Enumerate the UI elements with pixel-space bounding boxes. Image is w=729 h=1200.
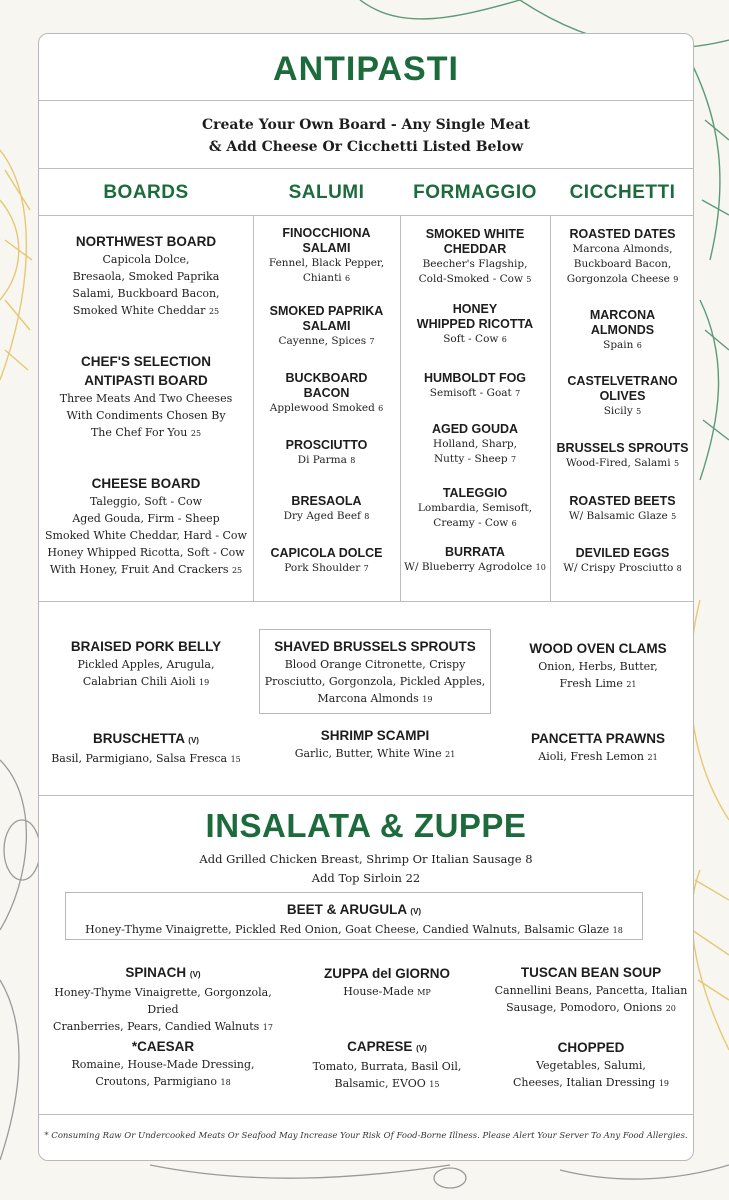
menu-item-plate — [259, 726, 491, 763]
item-name: CHEF'S SELECTION ANTIPASTI BOARD — [81, 354, 211, 388]
item-desc-text: Aioli, Fresh Lemon — [538, 750, 644, 763]
item-desc-text: W/ Blueberry Agrodolce — [404, 561, 533, 573]
item-description — [400, 437, 550, 467]
item-desc-text: W/ Balsamic Glaze — [568, 510, 668, 522]
item-desc-text: Spain — [603, 339, 634, 351]
menu-item-board — [39, 232, 253, 320]
divider — [39, 100, 693, 101]
add-on-line-2 — [39, 869, 693, 888]
divider — [39, 601, 693, 602]
item-description — [259, 745, 491, 763]
item-description — [253, 561, 400, 576]
item-desc-text: Cayenne, Spices — [278, 335, 367, 347]
item-name: BRAISED PORK BELLY — [70, 639, 222, 654]
item-price: 5 — [526, 275, 532, 284]
item-name: SMOKED WHITE CHEDDAR — [425, 227, 525, 256]
item-desc-text: Taleggio, Soft - Cow Aged Gouda, Firm - Sheep Smoked White Cheddar, Hard - Cow Honey Whipped Ricotta, Soft - Cow With Honey, Fruit And Crackers — [45, 495, 247, 576]
item-name: ZUPPA del GIORNO — [323, 966, 450, 981]
menu-item-formaggio — [400, 422, 550, 467]
divider — [39, 215, 693, 216]
item-desc-text: Romaine, House-Made Dressing, Croutons, Parmigiano — [71, 1058, 255, 1088]
item-description — [66, 921, 642, 939]
item-name: CASTELVETRANO OLIVES — [567, 374, 678, 403]
item-name — [39, 729, 253, 750]
item-description — [39, 984, 287, 1036]
item-desc-text: Onion, Herbs, Butter, Fresh Lime — [538, 660, 658, 690]
item-desc-text: Blood Orange Citronette, Crispy Prosciutto, Gorgonzola, Pickled Apples, Marcona Almonds — [264, 658, 486, 705]
item-desc-text: Di Parma — [297, 454, 347, 466]
item-name-text: CAPRESE — [347, 1039, 413, 1054]
item-price: 7 — [515, 389, 521, 398]
item-name: PROSCIUTTO — [285, 438, 368, 452]
item-name — [39, 963, 287, 984]
menu-item-plate — [501, 639, 694, 693]
item-name: CHOPPED — [557, 1040, 625, 1055]
item-description — [39, 750, 253, 768]
divider — [39, 168, 693, 169]
menu-item-salumi — [253, 546, 400, 576]
item-desc-text: Soft - Cow — [443, 333, 499, 345]
item-name: SMOKED PAPRIKA SALAMI — [269, 304, 384, 333]
item-price: 15 — [429, 1080, 440, 1089]
item-price: 6 — [345, 274, 351, 283]
add-on-text: Add Top Sirloin — [311, 871, 402, 885]
add-on-line-1 — [39, 850, 693, 869]
item-description — [287, 983, 487, 1001]
divider — [39, 1114, 693, 1115]
item-name: HUMBOLDT FOG — [423, 371, 527, 385]
item-price: 20 — [665, 1004, 676, 1013]
item-desc-text: Dry Aged Beef — [283, 510, 361, 522]
menu-item-salad — [39, 963, 287, 1036]
item-description — [550, 509, 694, 524]
item-price: 25 — [208, 307, 220, 316]
item-desc-text: Tomato, Burrata, Basil Oil, Balsamic, EVOO — [312, 1060, 462, 1090]
menu-item-plate — [39, 729, 253, 768]
item-description — [253, 453, 400, 468]
menu-item-salad — [487, 1038, 694, 1092]
item-name: SHRIMP SCAMPI — [320, 728, 430, 743]
item-price: 8 — [350, 456, 356, 465]
item-name: WOOD OVEN CLAMS — [529, 641, 667, 656]
intro-line-2: & Add Cheese Or Cicchetti Listed Below — [208, 139, 524, 155]
menu-item-formaggio — [400, 371, 550, 401]
antipasti-title: ANTIPASTI — [273, 50, 459, 88]
item-description — [400, 257, 550, 287]
menu-item-cicchetti — [550, 227, 694, 287]
menu-item-salumi — [253, 371, 400, 416]
item-description — [39, 251, 253, 320]
item-price: 10 — [535, 563, 546, 572]
menu-item-formaggio — [400, 302, 550, 347]
item-description — [501, 748, 694, 766]
item-price: 21 — [445, 750, 456, 759]
menu-item-salumi — [253, 226, 400, 286]
item-name: ROASTED BEETS — [569, 494, 676, 508]
menu-item-plate — [39, 637, 253, 691]
item-price: 19 — [199, 678, 210, 687]
item-price: 18 — [220, 1078, 231, 1087]
item-price: 15 — [230, 755, 241, 764]
menu-item-plate — [501, 729, 694, 766]
item-price: 5 — [671, 512, 677, 521]
item-description — [550, 338, 694, 353]
item-name: ROASTED DATES — [569, 227, 676, 241]
item-desc-text: Vegetables, Salumi, Cheeses, Italian Dressing — [512, 1059, 656, 1089]
menu-item-salad — [39, 1037, 287, 1091]
menu-card — [38, 33, 694, 1161]
column-heading-formaggio: FORMAGGIO — [413, 182, 537, 203]
menu-item-formaggio — [400, 545, 550, 575]
item-name: BUCKBOARD BACON — [285, 371, 368, 400]
item-description — [400, 332, 550, 347]
item-price: 8 — [676, 564, 682, 573]
divider — [39, 795, 693, 796]
menu-item-formaggio — [400, 227, 550, 287]
item-desc-text: Sicily — [603, 405, 633, 417]
item-name: MARCONA ALMONDS — [589, 308, 656, 337]
menu-item-cicchetti — [550, 441, 694, 471]
item-description — [400, 501, 550, 531]
menu-item-cicchetti — [550, 494, 694, 524]
item-name: TALEGGIO — [442, 486, 508, 500]
item-desc-text: Honey-Thyme Vinaigrette, Gorgonzola, Dried Cranberries, Pears, Candied Walnuts — [53, 986, 272, 1033]
item-price: 19 — [658, 1079, 670, 1088]
item-price: 19 — [422, 695, 433, 704]
menu-item-soup — [287, 964, 487, 1001]
item-description — [400, 560, 550, 575]
item-name: PANCETTA PRAWNS — [531, 731, 665, 746]
item-desc-text: Three Meats And Two Cheeses With Condiments Chosen By The Chef For You — [59, 392, 233, 439]
item-desc-text: Fennel, Black Pepper, Chianti — [268, 257, 385, 284]
menu-item-cicchetti — [550, 308, 694, 353]
menu-item-board — [39, 474, 253, 579]
menu-item-formaggio — [400, 486, 550, 531]
item-name: CAPICOLA DOLCE — [270, 546, 383, 560]
item-desc-text: Pickled Apples, Arugula, Calabrian Chili Aioli — [77, 658, 215, 688]
vegetarian-marker: (V) — [410, 907, 422, 916]
menu-item-salad-featured — [65, 892, 643, 940]
item-description — [400, 386, 550, 401]
item-description — [550, 456, 694, 471]
item-name: DEVILED EGGS — [575, 546, 670, 560]
item-desc-text: Basil, Parmigiano, Salsa Fresca — [51, 752, 228, 765]
item-desc-text: Semisoft - Goat — [429, 387, 512, 399]
item-price: 18 — [612, 926, 623, 935]
menu-item-plate-featured — [259, 629, 491, 714]
item-desc-text: Honey-Thyme Vinaigrette, Pickled Red Onion, Goat Cheese, Candied Walnuts, Balsamic Glaze — [85, 923, 610, 936]
item-name-text: BRUSCHETTA — [93, 731, 185, 746]
column-heading-salumi: SALUMI — [288, 182, 365, 203]
menu-item-soup — [487, 963, 694, 1017]
item-name-text: BEET & ARUGULA — [286, 902, 407, 917]
item-description — [253, 509, 400, 524]
item-price: 8 — [364, 512, 370, 521]
item-name: BRUSSELS SPROUTS — [556, 441, 689, 455]
item-description — [287, 1058, 487, 1093]
item-price: 7 — [510, 455, 517, 464]
item-description — [550, 404, 694, 419]
item-price: 21 — [626, 680, 637, 689]
item-price: 9 — [673, 275, 679, 284]
add-on-text: Add Grilled Chicken Breast, Shrimp Or Italian Sausage — [199, 852, 522, 866]
allergy-footnote: * Consuming Raw Or Undercooked Meats Or Seafood May Increase Your Risk Of Food-Borne Illness. Please Alert Your Server To Any Food Allergies. — [44, 1131, 688, 1141]
menu-item-salumi — [253, 304, 400, 349]
item-desc-text: Pork Shoulder — [284, 562, 361, 574]
item-price: 7 — [363, 564, 369, 573]
item-description — [39, 1056, 287, 1091]
item-name: NORTHWEST BOARD — [75, 234, 217, 249]
item-description — [253, 334, 400, 349]
item-description — [253, 256, 400, 286]
item-description — [39, 656, 253, 691]
item-name — [287, 1037, 487, 1058]
menu-item-cicchetti — [550, 374, 694, 419]
item-description — [253, 401, 400, 416]
menu-item-board — [39, 352, 253, 442]
menu-item-salumi — [253, 438, 400, 468]
item-name: BURRATA — [445, 545, 505, 559]
item-description — [260, 656, 490, 708]
column-heading-boards: BOARDS — [103, 182, 189, 203]
item-desc-text: Marcona Almonds, Buckboard Bacon, Gorgonzola Cheese — [566, 243, 673, 285]
item-name: TUSCAN BEAN SOUP — [520, 965, 662, 980]
item-price: 6 — [636, 341, 642, 350]
item-price: MP — [417, 988, 431, 997]
column-heading-cicchetti: CICCHETTI — [569, 182, 676, 203]
item-name: FINOCCHIONA SALAMI — [282, 226, 371, 255]
item-price: 25 — [190, 429, 202, 438]
menu-item-cicchetti — [550, 546, 694, 576]
item-desc-text: Cannellini Beans, Pancetta, Italian Sausage, Pomodoro, Onions — [494, 984, 688, 1014]
item-desc-text: Wood-Fired, Salami — [565, 457, 674, 469]
item-description — [487, 1057, 694, 1092]
item-price: 7 — [369, 337, 375, 346]
item-price: 21 — [647, 753, 658, 762]
intro-line-1: Create Your Own Board - Any Single Meat — [201, 117, 531, 133]
item-desc-text: Garlic, Butter, White Wine — [294, 747, 442, 760]
item-price: 25 — [231, 566, 243, 575]
item-desc-text: Applewood Smoked — [269, 402, 375, 414]
item-desc-text: Holland, Sharp, Nutty - Sheep — [433, 438, 517, 465]
item-desc-text: Capicola Dolce, Bresaola, Smoked Paprika Salami, Buckboard Bacon, Smoked White Cheddar — [72, 253, 220, 317]
insalata-title: INSALATA & ZUPPE — [205, 807, 527, 844]
menu-item-salad — [287, 1037, 487, 1093]
item-price: 6 — [501, 335, 507, 344]
item-name: AGED GOUDA — [431, 422, 519, 436]
item-desc-text: W/ Crispy Prosciutto — [563, 562, 674, 574]
item-name: *CAESAR — [131, 1039, 195, 1054]
item-price: 6 — [511, 519, 517, 528]
item-price: 6 — [378, 404, 384, 413]
item-name-text: SPINACH — [125, 965, 187, 980]
item-price: 17 — [262, 1023, 273, 1032]
item-name: HONEY WHIPPED RICOTTA — [416, 302, 534, 331]
vegetarian-marker: (V) — [188, 736, 199, 745]
add-on-price: 8 — [525, 852, 533, 866]
item-name: SHAVED BRUSSELS SPROUTS — [274, 639, 476, 654]
item-name: BRESAOLA — [291, 494, 362, 508]
item-description — [550, 561, 694, 576]
item-desc-text: Lombardia, Semisoft, Creamy - Cow — [417, 502, 533, 529]
item-description — [39, 493, 253, 579]
item-description — [487, 982, 694, 1017]
item-description — [501, 658, 694, 693]
menu-item-salumi — [253, 494, 400, 524]
add-on-price: 22 — [405, 871, 421, 885]
vegetarian-marker: (V) — [416, 1044, 427, 1053]
vegetarian-marker: (V) — [189, 970, 201, 979]
item-desc-text: House-Made — [343, 985, 414, 998]
item-description — [550, 242, 694, 287]
item-name — [66, 900, 642, 921]
item-price: 5 — [636, 407, 642, 416]
item-price: 5 — [673, 459, 680, 468]
item-desc-text: Beecher's Flagship, Cold-Smoked - Cow — [418, 258, 528, 285]
item-name: CHEESE BOARD — [91, 476, 201, 491]
item-description — [39, 390, 253, 442]
